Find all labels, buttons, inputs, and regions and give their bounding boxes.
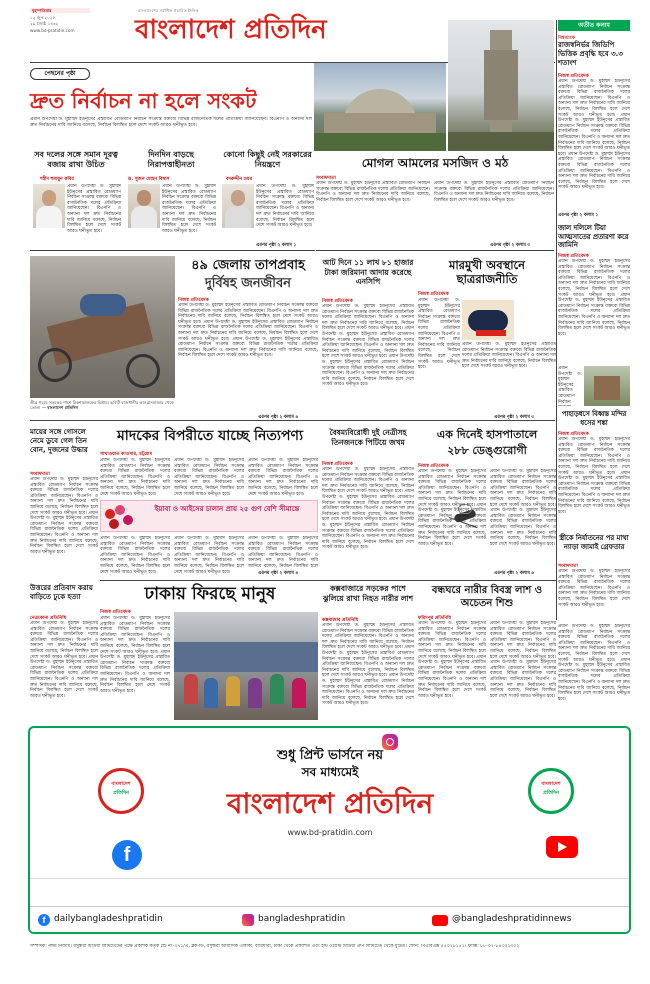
student-byline: নিজস্ব প্রতিবেদক [418, 292, 449, 297]
ad-divider [30, 878, 631, 879]
anti-body-text: প্রধান উপদেষ্টা ড. মুহাম্মদ ইউনূসের প্রস্তাবিত রোডম্যাপ নির্বাচন সংক্রান্ত বক্তব্যে বিভিন্ন রাজনৈতিক দলের প্রতিক্রিয়া জানিয়েছেন। বিএনপি ও অন্যান্য দল দ্রুত নির্বাচনের দাবি জানিয়ে বলেছে, নির্বাচন বিলম্বিত হলে দেশে সংকট আরও ঘনীভূত হবে। [322, 467, 414, 495]
dengue-body-1b: প্রধান উপদেষ্টা ড. মুহাম্মদ ইউনূসের প্রস্তাবিত রোডম্যাপ নির্বাচন সংক্রান্ত বক্তব্যে বিভিন্ন রাজনৈতিক দলের প্রতিক্রিয়া জানিয়েছেন। বিএনপি ও অন্যান্য দল দ্রুত নির্বাচনের দাবি জানিয়ে বলেছে, নির্বাচন বিলম্বিত হলে দেশে সংকট আরও ঘনীভূত হবে। [418, 502, 486, 547]
sidebar-story4-text: প্রধান উপদেষ্টা ড. মুহাম্মদ ইউনূসের প্রস্তাবিত রোডম্যাপ নির্বাচন সংক্রান্ত বক্তব্যে বিভিন্ন রাজনৈতিক দলের প্রতিক্রিয়া জানিয়েছেন। বিএনপি ও অন্যান্য দল দ্রুত নির্বাচনের দাবি জানিয়ে বলেছে, নির্বাচন বিলম্বিত হলে দেশে সংকট আরও ঘনীভূত হবে। [558, 569, 630, 608]
ad-stamp-right-top: বাংলাদেশ [541, 781, 561, 787]
mosque-col-1 [316, 181, 430, 241]
sidebar-header: অতীত কলাম [558, 20, 630, 31]
lead-col-1 [67, 184, 121, 240]
mother-body-text-2: প্রধান উপদেষ্টা ড. মুহাম্মদ ইউনূসের প্রস্তাবিত রোডম্যাপ নির্বাচন সংক্রান্ত বক্তব্যে বিভিন্ন রাজনৈতিক দলের প্রতিক্রিয়া জানিয়েছেন। বিএনপি ও অন্যান্য দল দ্রুত নির্বাচনের দাবি জানিয়ে বলেছে, নির্বাচন বিলম্বিত হলে দেশে সংকট আরও ঘনীভূত হবে। [30, 510, 98, 555]
drugs-col-5 [174, 536, 244, 576]
lead-intro: প্রধান উপদেষ্টা ড. মুহাম্মদ ইউনূসের প্রস্তাবিত রোডম্যাপ নির্বাচন সংক্রান্ত বক্তব্যে বিভিন্ন রাজনৈতিক দলের প্রতিক্রিয়া জানিয়েছেন। বিএনপি ও অন্যান্য দল দ্রুত নির্বাচনের দাবি জানিয়ে বলেছে, নির্বাচন বিলম্বিত হলে দেশে সংকট আরও ঘনীভূত হবে। [30, 117, 312, 128]
facebook-small-icon[interactable]: f [38, 914, 50, 926]
student-headline: মারমুখী অবস্থানে ছাত্ররাজনীতি [448, 258, 526, 286]
drugs-continued: এরপর পৃষ্ঠা ২ কলাম ৪ [258, 571, 299, 576]
mother-body [30, 477, 98, 577]
drugs-body-1: প্রধান উপদেষ্টা ড. মুহাম্মদ ইউনূসের প্রস্তাবিত রোডম্যাপ নির্বাচন সংক্রান্ত বক্তব্যে বিভিন্ন রাজনৈতিক দলের প্রতিক্রিয়া জানিয়েছেন। বিএনপি ও অন্যান্য দল দ্রুত নির্বাচনের দাবি জানিয়ে বলেছে, নির্বাচন বিলম্বিত হলে দেশে সংকট আরও ঘনীভূত হবে। [100, 458, 170, 497]
sidebar-lower-text-2: প্রধান উপদেষ্টা ড. মুহাম্মদ ইউনূসের প্রস্তাবিত রোডম্যাপ নির্বাচন সংক্রান্ত বক্তব্যে বিভিন্ন রাজনৈতিক দলের প্রতিক্রিয়া জানিয়েছেন। বিএনপি ও অন্যান্য দল দ্রুত নির্বাচনের দাবি জানিয়ে বলেছে, নির্বাচন বিলম্বিত হলে দেশে সংকট আরও ঘনীভূত হবে। [558, 657, 630, 702]
dhaka-headline: ঢাকায় ফিরছে মানুষ [144, 584, 276, 604]
cox-body [322, 623, 414, 721]
woman-col-2 [490, 621, 556, 721]
sidebar-story3-text-2: প্রধান উপদেষ্টা ড. মুহাম্মদ ইউনূসের প্রস্তাবিত রোডম্যাপ নির্বাচন সংক্রান্ত বক্তব্যে বিভিন্ন রাজনৈতিক দলের প্রতিক্রিয়া জানিয়েছেন। বিএনপি ও অন্যান্য দল দ্রুত নির্বাচনের দাবি জানিয়ে বলেছে, নির্বাচন বিলম্বিত হলে দেশে সংকট আরও ঘনীভূত হবে। [558, 470, 630, 515]
lead-portrait-3 [222, 184, 254, 228]
dengue-col-1 [418, 469, 486, 577]
mother-body-text: প্রধান উপদেষ্টা ড. মুহাম্মদ ইউনূসের প্রস্তাবিত রোডম্যাপ নির্বাচন সংক্রান্ত বক্তব্যে বিভিন্ন রাজনৈতিক দলের প্রতিক্রিয়া জানিয়েছেন। বিএনপি ও অন্যান্য দল দ্রুত নির্বাচনের দাবি জানিয়ে বলেছে, নির্বাচন বিলম্বিত হলে দেশে সংকট আরও ঘনীভূত হবে। [30, 477, 98, 516]
dengue-body-2: প্রধান উপদেষ্টা ড. মুহাম্মদ ইউনূসের প্রস্তাবিত রোডম্যাপ নির্বাচন সংক্রান্ত বক্তব্যে বিভিন্ন রাজনৈতিক দলের প্রতিক্রিয়া জানিয়েছেন। বিএনপি ও অন্যান্য দল দ্রুত নির্বাচনের দাবি জানিয়ে বলেছে, নির্বাচন বিলম্বিত হলে দেশে সংকট আরও ঘনীভূত হবে। [490, 469, 556, 508]
woman-headline: বন্ধঘরে নারীর বিবস্ত্র লাশ ও অচেতন শিশু [431, 585, 543, 609]
fare-body-text-2: প্রধান উপদেষ্টা ড. মুহাম্মদ ইউনূসের প্রস্তাবিত রোডম্যাপ নির্বাচন সংক্রান্ত বক্তব্যে বিভিন্ন রাজনৈতিক দলের প্রতিক্রিয়া জানিয়েছেন। বিএনপি ও অন্যান্য দল দ্রুত নির্বাচনের দাবি জানিয়ে বলেছে, নির্বাচন বিলম্বিত হলে দেশে সংকট আরও ঘনীভূত হবে। [322, 326, 414, 360]
sidebar-lower-text: প্রধান উপদেষ্টা ড. মুহাম্মদ ইউনূসের প্রস্তাবিত রোডম্যাপ নির্বাচন সংক্রান্ত বক্তব্যে বিভিন্ন রাজনৈতিক দলের প্রতিক্রিয়া জানিয়েছেন। বিএনপি ও অন্যান্য দল দ্রুত নির্বাচনের দাবি জানিয়ে বলেছে, নির্বাচন বিলম্বিত হলে দেশে সংকট আরও ঘনীভূত হবে। [558, 624, 630, 663]
dengue-body-2b: প্রধান উপদেষ্টা ড. মুহাম্মদ ইউনূসের প্রস্তাবিত রোডম্যাপ নির্বাচন সংক্রান্ত বক্তব্যে বিভিন্ন রাজনৈতিক দলের প্রতিক্রিয়া জানিয়েছেন। বিএনপি ও অন্যান্য দল দ্রুত নির্বাচনের দাবি জানিয়ে বলেছে, নির্বাচন বিলম্বিত হলে দেশে সংকট আরও ঘনীভূত হবে। [490, 508, 556, 547]
pills-graphic [105, 505, 135, 529]
student-col-2 [462, 342, 556, 412]
protest-body [30, 621, 98, 721]
lead-headline: দ্রুত নির্বাচন না হলে সংকট [30, 89, 257, 113]
lead-body-text-1: প্রধান উপদেষ্টা ড. মুহাম্মদ ইউনূসের প্রস্তাবিত রোডম্যাপ নির্বাচন সংক্রান্ত বক্তব্যে বিভিন্ন রাজনৈতিক দলের প্রতিক্রিয়া জানিয়েছেন। বিএনপি ও অন্যান্য দল দ্রুত নির্বাচনের দাবি জানিয়ে বলেছে, নির্বাচন বিলম্বিত হলে দেশে সংকট আরও ঘনীভূত হবে। [67, 184, 121, 234]
ad-stamp-right [528, 768, 574, 814]
fare-headline: আট দিনে ১১ লাখ ৮১ হাজার টাকা জরিমানা আদায় করেছে এনসিপি [322, 258, 414, 286]
ad-title: বাংলাদেশ প্রতিদিন [226, 787, 434, 820]
ad-stamp-left-bottom: প্রতিদিন [113, 790, 129, 796]
drugs-col-2 [174, 458, 244, 498]
dhaka-photo [174, 612, 318, 720]
cox-body-text: প্রধান উপদেষ্টা ড. মুহাম্মদ ইউনূসের প্রস্তাবিত রোডম্যাপ নির্বাচন সংক্রান্ত বক্তব্যে বিভিন্ন রাজনৈতিক দলের প্রতিক্রিয়া জানিয়েছেন। বিএনপি ও অন্যান্য দল দ্রুত নির্বাচনের দাবি জানিয়ে বলেছে, নির্বাচন বিলম্বিত হলে দেশে সংকট আরও ঘনীভূত হবে। [322, 623, 414, 651]
woman-byline: ফরিদপুর প্রতিনিধি [418, 616, 451, 621]
social-bar [30, 906, 631, 934]
sidebar-lead-text-3: প্রধান উপদেষ্টা ড. মুহাম্মদ ইউনূসের প্রস্তাবিত রোডম্যাপ নির্বাচন সংক্রান্ত বক্তব্যে বিভিন্ন রাজনৈতিক দলের প্রতিক্রিয়া জানিয়েছেন। বিএনপি ও অন্যান্য দল দ্রুত নির্বাচনের দাবি জানিয়ে বলেছে, নির্বাচন বিলম্বিত হলে দেশে সংকট আরও ঘনীভূত হবে। [558, 151, 630, 191]
drugs-body-6: প্রধান উপদেষ্টা ড. মুহাম্মদ ইউনূসের প্রস্তাবিত রোডম্যাপ নির্বাচন সংক্রান্ত বক্তব্যে বিভিন্ন রাজনৈতিক দলের প্রতিক্রিয়া জানিয়েছেন। বিএনপি ও অন্যান্য দল দ্রুত নির্বাচনের দাবি জানিয়ে বলেছে, নির্বাচন বিলম্বিত হলে [248, 536, 318, 568]
youtube-icon[interactable] [546, 836, 578, 858]
student-body-1: প্রধান উপদেষ্টা ড. মুহাম্মদ ইউনূসের প্রস্তাবিত রোডম্যাপ নির্বাচন সংক্রান্ত বক্তব্যে বিভিন্ন রাজনৈতিক দলের প্রতিক্রিয়া জানিয়েছেন। বিএনপি ও অন্যান্য দল দ্রুত নির্বাচনের দাবি জানিয়ে বলেছে, নির্বাচন বিলম্বিত হলে দেশে সংকট আরও ঘনীভূত হবে। [418, 298, 460, 371]
dhaka-body-text-2: প্রধান উপদেষ্টা ড. মুহাম্মদ ইউনূসের প্রস্তাবিত রোডম্যাপ নির্বাচন সংক্রান্ত বক্তব্যে বিভিন্ন রাজনৈতিক দলের প্রতিক্রিয়া জানিয়েছেন। বিএনপি ও অন্যান্য দল দ্রুত নির্বাচনের দাবি জানিয়ে বলেছে, নির্বাচন বিলম্বিত হলে দেশে সংকট আরও ঘনীভূত হবে। [100, 649, 170, 694]
facebook-icon[interactable]: f [112, 840, 142, 870]
anti-body-text-3: প্রধান উপদেষ্টা ড. মুহাম্মদ ইউনূসের প্রস্তাবিত রোডম্যাপ নির্বাচন সংক্রান্ত বক্তব্যে বিভিন্ন রাজনৈতিক দলের প্রতিক্রিয়া জানিয়েছেন। বিএনপি ও অন্যান্য দল দ্রুত নির্বাচনের দাবি জানিয়ে বলেছে, নির্বাচন বিলম্বিত হলে দেশে সংকট আরও ঘনীভূত হবে। [322, 517, 414, 551]
lead-subhead-1: সব দলের সঙ্গে সমান দূরত্ব বজায় রাখা উচিত [34, 150, 118, 169]
sidebar [558, 20, 630, 620]
youtube-handle[interactable]: @bangladeshpratidinnews [452, 914, 572, 924]
protest-headline: উত্তরের প্রতিবাদ করায় বাড়িতে ঢুকে হত্যা [30, 584, 93, 601]
cox-body-text-3: প্রধান উপদেষ্টা ড. মুহাম্মদ ইউনূসের প্রস্তাবিত রোডম্যাপ নির্বাচন সংক্রান্ত বক্তব্যে বিভিন্ন রাজনৈতিক দলের প্রতিক্রিয়া জানিয়েছেন। বিএনপি ও অন্যান্য দল দ্রুত নির্বাচনের দাবি জানিয়ে বলেছে, নির্বাচন বিলম্বিত হলে দেশে সংকট আরও ঘনীভূত হবে। [322, 673, 414, 707]
sidebar-lower-body [558, 624, 630, 720]
drugs-byline: সাখাওয়াত কাওসার, চট্টগ্রাম [100, 452, 153, 457]
heat-body-text: প্রধান উপদেষ্টা ড. মুহাম্মদ ইউনূসের প্রস্তাবিত রোডম্যাপ নির্বাচন সংক্রান্ত বক্তব্যে বিভিন্ন রাজনৈতিক দলের প্রতিক্রিয়া জানিয়েছেন। বিএনপি ও অন্যান্য দল দ্রুত নির্বাচনের দাবি জানিয়ে বলেছে, নির্বাচন বিলম্বিত হলে দেশে সংকট আরও ঘনীভূত হবে। [178, 303, 318, 325]
sidebar-story2-title: জাল দলিলে টিয়া আত্মসাতের প্রতারণা করে জামিনি [558, 224, 629, 249]
fare-body [322, 304, 414, 412]
drugs-body-2: প্রধান উপদেষ্টা ড. মুহাম্মদ ইউনূসের প্রস্তাবিত রোডম্যাপ নির্বাচন সংক্রান্ত বক্তব্যে বিভিন্ন রাজনৈতিক দলের প্রতিক্রিয়া জানিয়েছেন। বিএনপি ও অন্যান্য দল দ্রুত নির্বাচনের দাবি জানিয়ে বলেছে, নির্বাচন বিলম্বিত হলে দেশে সংকট আরও ঘনীভূত হবে। [174, 458, 244, 497]
mother-byline: সংবাদদাতা [30, 472, 50, 477]
sidebar-story3-byline: নিজস্ব প্রতিবেদক [558, 432, 589, 437]
dhaka-body-text: প্রধান উপদেষ্টা ড. মুহাম্মদ ইউনূসের প্রস্তাবিত রোডম্যাপ নির্বাচন সংক্রান্ত বক্তব্যে বিভিন্ন রাজনৈতিক দলের প্রতিক্রিয়া জানিয়েছেন। বিএনপি ও অন্যান্য দল দ্রুত নির্বাচনের দাবি জানিয়ে বলেছে, নির্বাচন বিলম্বিত হলে দেশে সংকট আরও ঘনীভূত হবে। [100, 616, 170, 655]
sidebar-story2-text: প্রধান উপদেষ্টা ড. মুহাম্মদ ইউনূসের প্রস্তাবিত রোডম্যাপ নির্বাচন সংক্রান্ত বক্তব্যে বিভিন্ন রাজনৈতিক দলের প্রতিক্রিয়া জানিয়েছেন। বিএনপি ও অন্যান্য দল দ্রুত নির্বাচনের দাবি জানিয়ে বলেছে, নির্বাচন বিলম্বিত হলে দেশে সংকট আরও ঘনীভূত হবে। [558, 259, 630, 298]
sidebar-story3-photo [584, 366, 630, 406]
cox-body-text-2: প্রধান উপদেষ্টা ড. মুহাম্মদ ইউনূসের প্রস্তাবিত রোডম্যাপ নির্বাচন সংক্রান্ত বক্তব্যে বিভিন্ন রাজনৈতিক দলের প্রতিক্রিয়া জানিয়েছেন। বিএনপি ও অন্যান্য দল দ্রুত নির্বাচনের দাবি জানিয়ে বলেছে, নির্বাচন বিলম্বিত হলে দেশে সংকট আরও ঘনীভূত হবে। [322, 645, 414, 679]
mosque-col-2 [434, 181, 554, 241]
imprint: সম্পাদক: নঈম নিজাম। বসুন্ধরা মিডিয়া লিমিটেডের পক্ষে প্রকাশক কর্তৃক প্লট নং-৩৭১/এ, ব্লক-ডি, বসুন্ধরা আবাসিক এলাকা, বারিধারা, ঢাকা থেকে প্রকাশিত এবং ইস্ট ওয়েস্ট মিডিয়া গ্রুপ লিমিটেড থেকে মুদ্রিত। ফোন: পিএবিএক্স ৫৫০২৮১৪২। ফ্যাক্স: ৮৮-০২-৮৪৩০২৩০২ [30, 944, 520, 949]
ad-url[interactable]: www.bd-pratidin.com [287, 828, 373, 837]
instagram-handle[interactable]: bangladeshpratidin [258, 914, 346, 924]
lead-portrait-2 [128, 184, 160, 228]
drugs-col-4 [100, 536, 170, 576]
sidebar-lead-byline: নিজস্ব প্রতিবেদক [558, 74, 589, 79]
website[interactable]: www.bd-pratidin.com [30, 28, 75, 33]
math-photo-right [448, 20, 554, 151]
drugs-col-1 [100, 458, 170, 498]
lower-rule [100, 580, 556, 581]
ad-line-1: শুধু প্রিন্ট ভার্সনে নয় [276, 748, 384, 763]
woman-body-2b: প্রধান উপদেষ্টা ড. মুহাম্মদ ইউনূসের প্রস্তাবিত রোডম্যাপ নির্বাচন সংক্রান্ত বক্তব্যে বিভিন্ন রাজনৈতিক দলের প্রতিক্রিয়া জানিয়েছেন। বিএনপি ও অন্যান্য দল দ্রুত নির্বাচনের দাবি জানিয়ে বলেছে, নির্বাচন বিলম্বিত হলে দেশে সংকট আরও ঘনীভূত হবে। [490, 660, 556, 699]
anti-body [322, 467, 414, 577]
ad-stamp-left [98, 768, 144, 814]
dhaka-body [100, 616, 170, 720]
drugs-box [100, 500, 318, 532]
lead-person-3: বদরুদ্দীন ওমর [226, 177, 253, 182]
student-col-1 [418, 298, 460, 412]
lead-body-text-2: প্রধান উপদেষ্টা ড. মুহাম্মদ ইউনূসের প্রস্তাবিত রোডম্যাপ নির্বাচন সংক্রান্ত বক্তব্যে বিভিন্ন রাজনৈতিক দলের প্রতিক্রিয়া জানিয়েছেন। বিএনপি ও অন্যান্য দল দ্রুত নির্বাচনের দাবি জানিয়ে বলেছে, নির্বাচন বিলম্বিত হলে দেশে সংকট আরও ঘনীভূত হবে। [162, 184, 216, 234]
heat-caption-text: তীব্র গরমে সড়কের পাশে রিকশাচালকের বিশ্রাম। ছবিটি রাজধানীর কাওরানবাজার থেকে তোলা [30, 400, 174, 410]
anti-byline: নিজস্ব প্রতিবেদক [322, 462, 353, 467]
heat-photo-credit: বাংলাদেশ প্রতিদিন [47, 405, 79, 410]
mosque-body-2: প্রধান উপদেষ্টা ড. মুহাম্মদ ইউনূসের প্রস্তাবিত রোডম্যাপ নির্বাচন সংক্রান্ত বক্তব্যে বিভিন্ন রাজনৈতিক দলের প্রতিক্রিয়া জানিয়েছেন। বিএনপি ও অন্যান্য দল দ্রুত নির্বাচনের দাবি জানিয়ে বলেছে, নির্বাচন বিলম্বিত হলে দেশে সংকট আরও ঘনীভূত হবে। [434, 181, 554, 203]
drugs-body-4: প্রধান উপদেষ্টা ড. মুহাম্মদ ইউনূসের প্রস্তাবিত রোডম্যাপ নির্বাচন সংক্রান্ত বক্তব্যে বিভিন্ন রাজনৈতিক দলের প্রতিক্রিয়া জানিয়েছেন। বিএনপি ও অন্যান্য দল দ্রুত নির্বাচনের দাবি জানিয়ে বলেছে, নির্বাচন বিলম্বিত হলে দেশে সংকট আরও ঘনীভূত হবে। [100, 536, 170, 575]
lead-person-2: ড. সুজন মোহন বিশ্বাস [128, 177, 170, 182]
sidebar-story4-body [558, 569, 630, 619]
heat-caption: তীব্র গরমে সড়কের পাশে রিকশাচালকের বিশ্রাম। ছবিটি রাজধানীর কাওরানবাজার থেকে তোলা — বাংলাদেশ প্রতিদিন [30, 400, 174, 410]
back-page-label: পেছনের পৃষ্ঠা [30, 68, 90, 80]
ad-stamp-right-bottom: প্রতিদিন [543, 790, 559, 796]
student-graphic [462, 300, 514, 340]
lead-col-2 [162, 184, 216, 240]
drugs-box-title: ইয়াবা ও আইসের চালান প্রায় ২৫ গুণ বেশি সীমান্তে [154, 505, 300, 513]
mosque-body-1: প্রধান উপদেষ্টা ড. মুহাম্মদ ইউনূসের প্রস্তাবিত রোডম্যাপ নির্বাচন সংক্রান্ত বক্তব্যে বিভিন্ন রাজনৈতিক দলের প্রতিক্রিয়া জানিয়েছেন। বিএনপি ও অন্যান্য দল দ্রুত নির্বাচনের দাবি জানিয়ে বলেছে, নির্বাচন বিলম্বিত হলে দেশে সংকট আরও ঘনীভূত হবে। [316, 181, 430, 203]
heat-body [178, 303, 318, 413]
mosque-continued: এরপর পৃষ্ঠা ২ কলাম ৩ [490, 243, 531, 248]
heat-body-text-2: প্রধান উপদেষ্টা ড. মুহাম্মদ ইউনূসের প্রস্তাবিত রোডম্যাপ নির্বাচন সংক্রান্ত বক্তব্যে বিভিন্ন রাজনৈতিক দলের প্রতিক্রিয়া জানিয়েছেন। বিএনপি ও অন্যান্য দল দ্রুত নির্বাচনের দাবি জানিয়ে বলেছে, নির্বাচন বিলম্বিত হলে দেশে সংকট আরও ঘনীভূত হবে। [178, 319, 318, 342]
lead-bottom-rule [30, 250, 315, 251]
sidebar-story3-body [558, 437, 630, 531]
dengue-col-2 [490, 469, 556, 569]
lead-portrait-1 [33, 184, 65, 228]
heat-headline-2: দুর্বিষহ জনজীবন [204, 276, 292, 291]
ad-stamp-left-top: বাংলাদেশ [111, 781, 131, 787]
instagram-icon[interactable] [382, 734, 398, 750]
lead-body-text-3: প্রধান উপদেষ্টা ড. মুহাম্মদ ইউনূসের প্রস্তাবিত রোডম্যাপ নির্বাচন সংক্রান্ত বক্তব্যে বিভিন্ন রাজনৈতিক দলের প্রতিক্রিয়া জানিয়েছেন। বিএনপি ও অন্যান্য দল দ্রুত নির্বাচনের দাবি জানিয়ে বলেছে, নির্বাচন বিলম্বিত হলে দেশে সংকট আরও ঘনীভূত হবে। [256, 184, 314, 229]
dengue-body-1: প্রধান উপদেষ্টা ড. মুহাম্মদ ইউনূসের প্রস্তাবিত রোডম্যাপ নির্বাচন সংক্রান্ত বক্তব্যে বিভিন্ন রাজনৈতিক দলের প্রতিক্রিয়া জানিয়েছেন। বিএনপি ও অন্যান্য দল দ্রুত নির্বাচনের দাবি জানিয়ে বলেছে, নির্বাচন বিলম্বিত হলে দেশে সংকট আরও ঘনীভূত হবে। [418, 469, 486, 508]
dengue-continued: এরপর পৃষ্ঠা ২ কলাম ৬ [494, 571, 535, 576]
sidebar-story3-text: প্রধান উপদেষ্টা ড. মুহাম্মদ ইউনূসের প্রস্তাবিত রোডম্যাপ নির্বাচন সংক্রান্ত বক্তব্যে বিভিন্ন রাজনৈতিক দলের প্রতিক্রিয়া জানিয়েছেন। বিএনপি ও অন্যান্য দল দ্রুত নির্বাচনের দাবি জানিয়ে বলেছে, নির্বাচন বিলম্বিত হলে দেশে সংকট আরও ঘনীভূত হবে। [558, 437, 630, 476]
woman-col-1 [418, 621, 486, 721]
lead-person-1: শহীদ হুমায়ুন কবির [40, 177, 74, 182]
sidebar-story3-side [558, 366, 582, 406]
drugs-body-5: প্রধান উপদেষ্টা ড. মুহাম্মদ ইউনূসের প্রস্তাবিত রোডম্যাপ নির্বাচন সংক্রান্ত বক্তব্যে বিভিন্ন রাজনৈতিক দলের প্রতিক্রিয়া জানিয়েছেন। বিএনপি ও অন্যান্য দল দ্রুত নির্বাচনের দাবি জানিয়ে বলেছে, নির্বাচন বিলম্বিত হলে দেশে সংকট আরও ঘনীভূত হবে। [174, 536, 244, 575]
mosque-byline: সংবাদদাতা [316, 176, 336, 181]
drugs-headline: মাদকের বিপরীতে যাচ্ছে নিত্যপণ্য [116, 428, 304, 444]
youtube-small-icon[interactable] [432, 915, 448, 926]
student-continued: এরপর পৃষ্ঠা ২ কলাম ৩ [494, 415, 535, 420]
sidebar-lead-continued: এরপর পৃষ্ঠা ২ কলাম ১ [558, 213, 599, 218]
sidebar-lead-body [558, 79, 630, 211]
lead-continued: এরপর পৃষ্ঠা ২ কলাম ১ [256, 243, 297, 248]
fare-byline: নিজস্ব প্রতিবেদক [322, 299, 353, 304]
protest-body-text: প্রধান উপদেষ্টা ড. মুহাম্মদ ইউনূসের প্রস্তাবিত রোডম্যাপ নির্বাচন সংক্রান্ত বক্তব্যে বিভিন্ন রাজনৈতিক দলের প্রতিক্রিয়া জানিয়েছেন। বিএনপি ও অন্যান্য দল দ্রুত নির্বাচনের দাবি জানিয়ে বলেছে, নির্বাচন বিলম্বিত হলে দেশে সংকট আরও ঘনীভূত হবে। [30, 621, 98, 660]
drugs-col-3 [248, 458, 318, 498]
issue-day: বৃহস্পতিবার [30, 8, 90, 13]
sidebar-story3-title: পাহাড়ধসে বিধ্বস্ত মন্দির ধসের শঙ্কা [561, 410, 627, 427]
sidebar-lead-text: প্রধান উপদেষ্টা ড. মুহাম্মদ ইউনূসের প্রস্তাবিত রোডম্যাপ নির্বাচন সংক্রান্ত বক্তব্যে বিভিন্ন রাজনৈতিক দলের প্রতিক্রিয়া জানিয়েছেন। বিএনপি ও অন্যান্য দল দ্রুত নির্বাচনের দাবি জানিয়ে বলেছে, নির্বাচন বিলম্বিত হলে দেশে সংকট আরও ঘনীভূত হবে। [558, 79, 630, 118]
dengue-headline-2: ২৮৮ ডেঙ্গুরোগী [447, 444, 527, 457]
sidebar-lead-title: রাজস্বনির্ভর জিডিপি ভিত্তিক প্রবৃদ্ধি হবে ৩.৩ শতাংশ [558, 41, 623, 67]
sidebar-story2-text-2: প্রধান উপদেষ্টা ড. মুহাম্মদ ইউনূসের প্রস্তাবিত রোডম্যাপ নির্বাচন সংক্রান্ত বক্তব্যে বিভিন্ন রাজনৈতিক দলের প্রতিক্রিয়া জানিয়েছেন। বিএনপি ও অন্যান্য দল দ্রুত নির্বাচনের দাবি জানিয়ে বলেছে, নির্বাচন বিলম্বিত হলে দেশে সংকট আরও ঘনীভূত হবে। [558, 292, 630, 337]
sidebar-story2-body [558, 259, 630, 359]
fare-body-text-3: প্রধান উপদেষ্টা ড. মুহাম্মদ ইউনূসের প্রস্তাবিত রোডম্যাপ নির্বাচন সংক্রান্ত বক্তব্যে বিভিন্ন রাজনৈতিক দলের প্রতিক্রিয়া জানিয়েছেন। বিএনপি ও অন্যান্য দল দ্রুত নির্বাচনের দাবি জানিয়ে বলেছে, নির্বাচন বিলম্বিত হলে দেশে সংকট আরও ঘনীভূত হবে। [322, 354, 414, 388]
sidebar-divider [556, 20, 557, 620]
woman-body-1: প্রধান উপদেষ্টা ড. মুহাম্মদ ইউনূসের প্রস্তাবিত রোডম্যাপ নির্বাচন সংক্রান্ত বক্তব্যে বিভিন্ন রাজনৈতিক দলের প্রতিক্রিয়া জানিয়েছেন। বিএনপি ও অন্যান্য দল দ্রুত নির্বাচনের দাবি জানিয়ে বলেছে, নির্বাচন বিলম্বিত হলে দেশে সংকট আরও ঘনীভূত হবে। [418, 621, 486, 660]
sidebar-story4-byline: সংবাদদাতা [558, 564, 578, 569]
ad-line-2: সব মাধ্যমেই [301, 765, 359, 779]
woman-body-1b: প্রধান উপদেষ্টা ড. মুহাম্মদ ইউনূসের প্রস্তাবিত রোডম্যাপ নির্বাচন সংক্রান্ত বক্তব্যে বিভিন্ন রাজনৈতিক দলের প্রতিক্রিয়া জানিয়েছেন। বিএনপি ও অন্যান্য দল দ্রুত নির্বাচনের দাবি জানিয়ে বলেছে, নির্বাচন বিলম্বিত হলে দেশে সংকট আরও ঘনীভূত হবে। [418, 654, 486, 699]
mosque-headline: মোগল আমলের মসজিদ ও মঠ [361, 156, 509, 170]
heat-body-text-3: প্রধান উপদেষ্টা ড. মুহাম্মদ ইউনূসের প্রস্তাবিত রোডম্যাপ নির্বাচন সংক্রান্ত বক্তব্যে বিভিন্ন রাজনৈতিক দলের প্রতিক্রিয়া জানিয়েছেন। বিএনপি ও অন্যান্য দল দ্রুত নির্বাচনের দাবি জানিয়ে বলেছে, নির্বাচন বিলম্বিত হলে দেশে সংকট আরও ঘনীভূত হবে। [178, 336, 318, 359]
facebook-handle[interactable]: dailybangladeshpratidin [54, 914, 163, 924]
dengue-byline: নিজস্ব প্রতিবেদক [418, 464, 449, 469]
tagline: বাংলাদেশের সর্বাধিক প্রচারিত দৈনিক [138, 8, 199, 13]
sidebar-story3-side-text: প্রধান উপদেষ্টা ড. মুহাম্মদ ইউনূসের প্রস্তাবিত রোডম্যাপ নির্বাচন [558, 366, 582, 405]
lead-col-3 [256, 184, 314, 240]
mid-rule [30, 420, 555, 421]
mosque-bottom-rule [316, 250, 554, 251]
issue-date: ১২ জুন ২০২৫ [30, 15, 56, 20]
heat-photo [30, 256, 175, 398]
sidebar-lead-text-2: প্রধান উপদেষ্টা ড. মুহাম্মদ ইউনূসের প্রস্তাবিত রোডম্যাপ নির্বাচন সংক্রান্ত বক্তব্যে বিভিন্ন রাজনৈতিক দলের প্রতিক্রিয়া জানিয়েছেন। বিএনপি ও অন্যান্য দল দ্রুত নির্বাচনের দাবি জানিয়ে বলেছে, নির্বাচন বিলম্বিত হলে দেশে সংকট আরও ঘনীভূত হবে। [558, 112, 630, 157]
masthead-title: বাংলাদেশ প্রতিদিন [135, 15, 327, 45]
heat-headline-1: ৪৯ জেলায় তাপপ্রবাহ [191, 258, 305, 273]
protest-body-text-2: প্রধান উপদেষ্টা ড. মুহাম্মদ ইউনূসের প্রস্তাবিত রোডম্যাপ নির্বাচন সংক্রান্ত বক্তব্যে বিভিন্ন রাজনৈতিক দলের প্রতিক্রিয়া জানিয়েছেন। বিএনপি ও অন্যান্য দল দ্রুত নির্বাচনের দাবি জানিয়ে বলেছে, নির্বাচন বিলম্বিত হলে দেশে সংকট আরও ঘনীভূত হবে। [30, 654, 98, 699]
sidebar-kicker: বিশ্বব্যাংক [558, 36, 575, 41]
anti-body-text-2: প্রধান উপদেষ্টা ড. মুহাম্মদ ইউনূসের প্রস্তাবিত রোডম্যাপ নির্বাচন সংক্রান্ত বক্তব্যে বিভিন্ন রাজনৈতিক দলের প্রতিক্রিয়া জানিয়েছেন। বিএনপি ও অন্যান্য দল দ্রুত নির্বাচনের দাবি জানিয়ে বলেছে, নির্বাচন বিলম্বিত হলে দেশে সংকট আরও ঘনীভূত হবে। [322, 489, 414, 523]
sidebar-story2-byline: নিজস্ব প্রতিবেদক [558, 254, 589, 259]
cox-headline: কক্সবাজারে সড়কের পাশে ঝুলিয়ে রাখা নিহত নারীর লাশ [322, 584, 414, 603]
cox-byline: কক্সবাজার প্রতিনিধি [322, 618, 359, 623]
anti-headline: বৈষম্যবিরোধী দুই নেত্রীসহ তিনজনকে পিটিয়ে জখম [329, 428, 407, 447]
footer-ad [28, 726, 631, 934]
mosque-photo-left [314, 63, 446, 151]
mother-headline: মায়ের সঙ্গে গোসলে নেমে ডুবে গেল তিন বোন, দুজনের উদ্ধার [30, 428, 88, 454]
fare-body-text: প্রধান উপদেষ্টা ড. মুহাম্মদ ইউনূসের প্রস্তাবিত রোডম্যাপ নির্বাচন সংক্রান্ত বক্তব্যে বিভিন্ন রাজনৈতিক দলের প্রতিক্রিয়া জানিয়েছেন। বিএনপি ও অন্যান্য দল দ্রুত নির্বাচনের দাবি জানিয়ে বলেছে, নির্বাচন বিলম্বিত হলে দেশে সংকট আরও ঘনীভূত হবে। [322, 304, 414, 332]
issue-date-bangla: ২৯ জ্যৈষ্ঠ ১৪৩২ [30, 21, 59, 26]
instagram-small-icon[interactable] [242, 914, 254, 926]
heat-continued: এরপর পৃষ্ঠা ২ কলাম ৪ [258, 415, 299, 420]
sidebar-story4-title: স্ত্রীকে নির্যাতনের পর মাথা ন্যাড়া জামাই গ্রেফতার [559, 534, 629, 551]
drugs-col-6 [248, 536, 318, 568]
protest-byline: নেত্রকোনা প্রতিনিধি [30, 616, 67, 621]
lead-subhead-3: কোনো কিছুই নেই সরকারের নিয়ন্ত্রণে [223, 150, 312, 169]
heat-byline: নিজস্ব প্রতিবেদক [178, 298, 209, 303]
dengue-headline-1: এক দিনেই হাসপাতালে [436, 428, 538, 441]
lead-subhead-2: দিনদিন বাড়ছে নিরাপত্তাহীনতা [147, 150, 195, 169]
woman-body-2: প্রধান উপদেষ্টা ড. মুহাম্মদ ইউনূসের প্রস্তাবিত রোডম্যাপ নির্বাচন সংক্রান্ত বক্তব্যে বিভিন্ন রাজনৈতিক দলের প্রতিক্রিয়া জানিয়েছেন। বিএনপি ও অন্যান্য দল দ্রুত নির্বাচনের দাবি জানিয়ে বলেছে, নির্বাচন বিলম্বিত হলে দেশে সংকট আরও ঘনীভূত হবে। [490, 621, 556, 660]
dhaka-byline: নিজস্ব প্রতিবেদক [100, 610, 131, 615]
student-body-2: প্রধান উপদেষ্টা ড. মুহাম্মদ ইউনূসের প্রস্তাবিত রোডম্যাপ নির্বাচন সংক্রান্ত বক্তব্যে বিভিন্ন রাজনৈতিক দলের প্রতিক্রিয়া জানিয়েছেন। বিএনপি ও অন্যান্য দল দ্রুত নির্বাচনের দাবি জানিয়ে বলেছে, নির্বাচন বিলম্বিত হলে দেশে সংকট আরও ঘনীভূত হবে। [462, 342, 556, 370]
drugs-body-3: প্রধান উপদেষ্টা ড. মুহাম্মদ ইউনূসের প্রস্তাবিত রোডম্যাপ নির্বাচন সংক্রান্ত বক্তব্যে বিভিন্ন রাজনৈতিক দলের প্রতিক্রিয়া জানিয়েছেন। বিএনপি ও অন্যান্য দল দ্রুত নির্বাচনের দাবি জানিয়ে বলেছে, নির্বাচন বিলম্বিত হলে দেশে সংকট আরও ঘনীভূত হবে। [248, 458, 318, 497]
